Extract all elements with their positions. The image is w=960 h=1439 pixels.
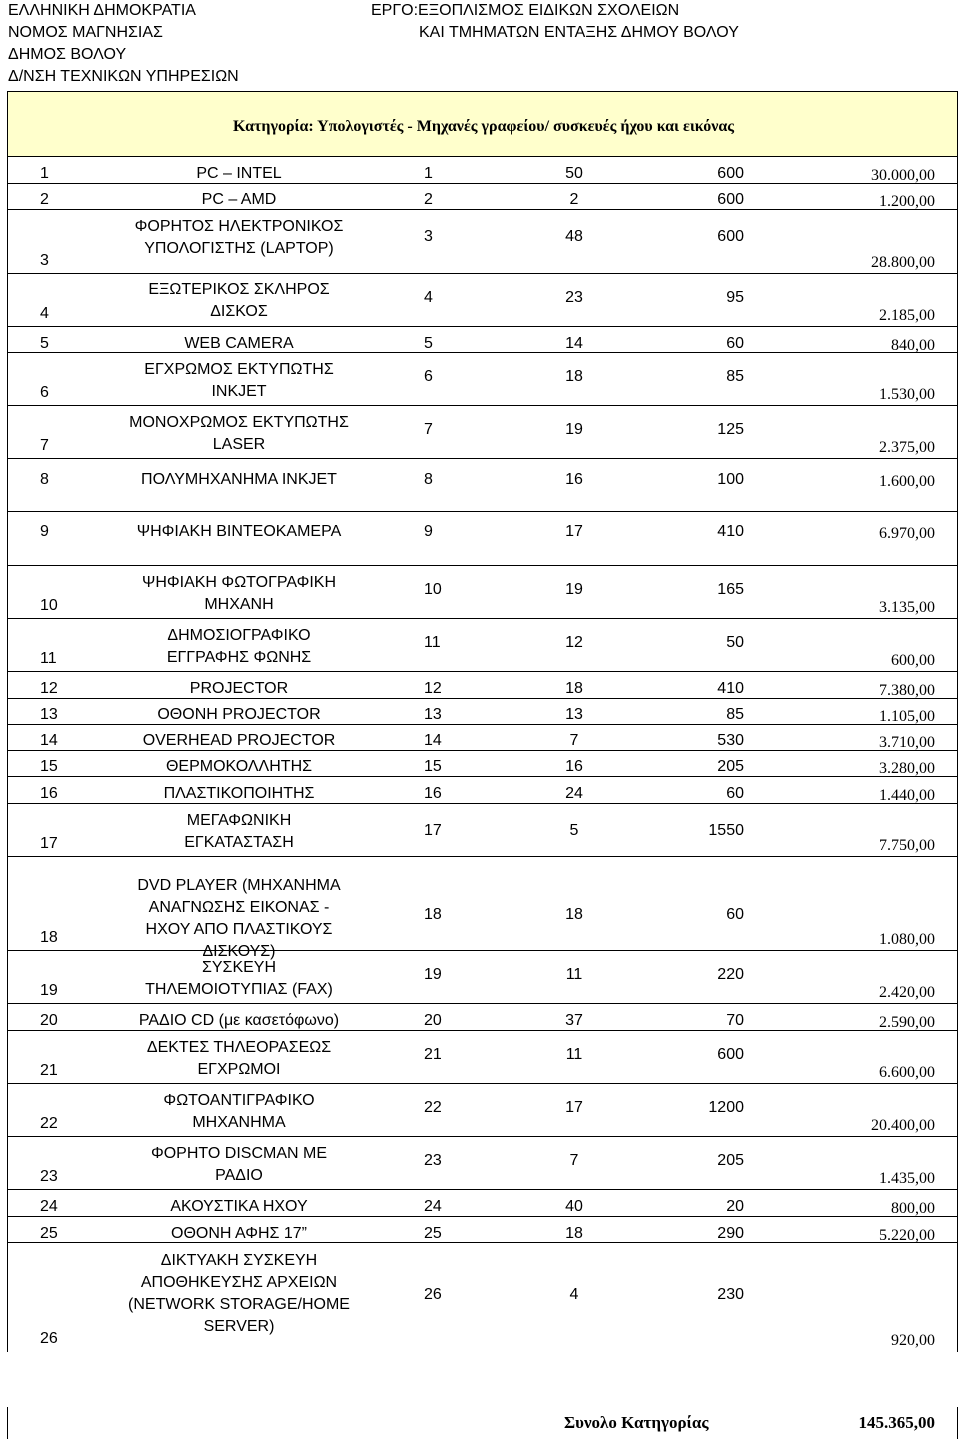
- table-row: [7, 1031, 958, 1084]
- item-count: 50: [565, 165, 583, 182]
- item-name: [96, 625, 382, 669]
- item-price: 600: [717, 1046, 744, 1063]
- table-row: [7, 353, 958, 406]
- item-qty: 14: [424, 732, 442, 749]
- item-count: 11: [565, 966, 583, 983]
- item-count: 24: [565, 785, 583, 802]
- item-number: 4: [40, 305, 49, 322]
- item-name-line: ΠΛΑΣΤΙΚΟΠΟΙΗΤΗΣ: [163, 785, 315, 802]
- item-name-line: ΑΝΑΓΝΩΣΗΣ ΕΙΚΟΝΑΣ -: [148, 899, 330, 916]
- item-count: 18: [565, 1225, 583, 1242]
- item-price: 100: [717, 471, 744, 488]
- item-number: 11: [40, 650, 57, 667]
- table-row: [7, 274, 958, 327]
- item-name: [96, 756, 382, 778]
- item-qty: 23: [424, 1152, 442, 1169]
- table-row: [7, 1243, 958, 1352]
- item-name-line: PROJECTOR: [189, 680, 289, 697]
- item-name: [96, 216, 382, 260]
- item-price: 1550: [708, 822, 744, 839]
- item-total: 1.105,00: [879, 708, 935, 725]
- item-name-line: ΠΟΛΥΜΗΧΑΝΗΜΑ INKJET: [141, 471, 337, 488]
- item-count: 5: [569, 822, 579, 839]
- project-title-line: ΕΡΓΟ:ΕΞΟΠΛΙΣΜΟΣ ΕΙΔΙΚΩΝ ΣΧΟΛΕΙΩΝ: [371, 2, 680, 19]
- item-number: 1: [40, 165, 49, 182]
- item-price: 165: [717, 581, 744, 598]
- header-left-line: ΕΛΛΗΝΙΚΗ ΔΗΜΟΚΡΑΤΙΑ: [8, 2, 196, 19]
- item-total: 920,00: [891, 1332, 935, 1349]
- item-number: 26: [40, 1330, 58, 1347]
- item-total: 7.750,00: [879, 837, 935, 854]
- item-price: 410: [717, 523, 744, 540]
- table-row: [7, 1084, 958, 1137]
- item-total: 20.400,00: [871, 1117, 935, 1134]
- item-count: 37: [565, 1012, 583, 1029]
- item-qty: 12: [424, 680, 442, 697]
- item-name-line: ΕΓΧΡΩΜΟΙ: [197, 1061, 281, 1078]
- table-row: [7, 619, 958, 672]
- item-name: [96, 730, 382, 752]
- table-row: [7, 566, 958, 619]
- table-row: [7, 672, 958, 699]
- category-title: Κατηγορία: Υπολογιστές - Μηχανές γραφείου/ συσκευές ήχου και εικόνας: [232, 118, 735, 135]
- item-name-line: ΤΗΛΕΜΟΙΟΤΥΠΙΑΣ (FAX): [145, 981, 333, 998]
- item-qty: 17: [424, 822, 442, 839]
- item-number: 10: [40, 597, 58, 614]
- item-qty: 6: [424, 368, 433, 385]
- item-count: 16: [565, 471, 583, 488]
- item-name: [96, 957, 382, 1001]
- item-name-line: (NETWORK STORAGE/HOME: [128, 1296, 350, 1313]
- item-name-line: ΕΓΚΑΤΑΣΤΑΣΗ: [184, 834, 294, 851]
- table-row: [7, 725, 958, 751]
- item-count: 18: [565, 906, 583, 923]
- item-qty: 21: [424, 1046, 442, 1063]
- item-count: 17: [565, 1099, 583, 1116]
- item-qty: 7: [424, 421, 433, 438]
- item-price: 230: [717, 1286, 744, 1303]
- item-total: 7.380,00: [879, 682, 935, 699]
- item-number: 5: [40, 335, 49, 352]
- item-name-line: ΥΠΟΛΟΓΙΣΤΗΣ (LAPTOP): [144, 240, 334, 257]
- item-name-line: ΕΞΩΤΕΡΙΚΟΣ ΣΚΛΗΡΟΣ: [148, 281, 330, 298]
- item-total: 28.800,00: [871, 254, 935, 271]
- item-count: 19: [565, 421, 583, 438]
- item-total: 1.435,00: [879, 1170, 935, 1187]
- item-price: 600: [717, 228, 744, 245]
- item-qty: 18: [424, 906, 442, 923]
- item-qty: 4: [424, 289, 433, 306]
- item-name: [96, 875, 382, 963]
- item-price: 70: [726, 1012, 744, 1029]
- item-qty: 26: [424, 1286, 442, 1303]
- item-name-line: PC – INTEL: [196, 165, 282, 182]
- item-name-line: ΦΟΡΗΤΟ DISCMAN ΜΕ: [150, 1145, 328, 1162]
- header-left-line: Δ/ΝΣΗ ΤΕΧΝΙΚΩΝ ΥΠΗΡΕΣΙΩΝ: [8, 68, 239, 85]
- item-qty: 16: [424, 785, 442, 802]
- item-price: 20: [726, 1198, 744, 1215]
- item-count: 2: [569, 191, 579, 208]
- item-total: 840,00: [891, 337, 935, 354]
- item-name-line: SERVER): [203, 1318, 275, 1335]
- item-name-line: DVD PLAYER (ΜΗΧΑΝΗΜΑ: [137, 877, 341, 894]
- item-number: 16: [40, 785, 58, 802]
- item-number: 7: [40, 437, 49, 454]
- item-name: [96, 279, 382, 323]
- item-count: 18: [565, 368, 583, 385]
- item-number: 22: [40, 1115, 58, 1132]
- item-number: 25: [40, 1225, 58, 1242]
- total-value: 145.365,00: [858, 1413, 935, 1432]
- item-number: 14: [40, 732, 58, 749]
- table-row: [7, 459, 958, 512]
- item-count: 16: [565, 758, 583, 775]
- item-qty: 1: [424, 165, 433, 182]
- item-name: [96, 1223, 382, 1245]
- item-qty: 25: [424, 1225, 442, 1242]
- item-number: 18: [40, 929, 58, 946]
- item-name: [96, 1196, 382, 1218]
- item-name: [96, 810, 382, 854]
- item-name-line: ΑΠΟΘΗΚΕΥΣΗΣ ΑΡΧΕΙΩΝ: [140, 1274, 338, 1291]
- item-number: 23: [40, 1168, 58, 1185]
- item-name: [96, 572, 382, 616]
- item-name-line: ΔΙΣΚΟΥΣ): [202, 943, 276, 960]
- item-name-line: ΡΑΔΙΟ CD (με κασετόφωνο): [138, 1012, 340, 1029]
- item-count: 7: [569, 732, 579, 749]
- item-total: 2.420,00: [879, 984, 935, 1001]
- item-name-line: ΜΗΧΑΝΗΜΑ: [192, 1114, 286, 1131]
- item-name-line: PC – AMD: [201, 191, 277, 208]
- category-header: [7, 91, 958, 157]
- item-name: [96, 333, 382, 355]
- item-price: 1200: [708, 1099, 744, 1116]
- item-price: 220: [717, 966, 744, 983]
- item-price: 410: [717, 680, 744, 697]
- table-row: [7, 184, 958, 210]
- item-name-line: INKJET: [211, 383, 267, 400]
- item-qty: 8: [424, 471, 433, 488]
- item-name-line: ΜΗΧΑΝΗ: [204, 596, 274, 613]
- table-row: [7, 512, 958, 566]
- item-name: [96, 1010, 382, 1032]
- item-number: 21: [40, 1062, 58, 1079]
- item-qty: 2: [424, 191, 433, 208]
- item-count: 23: [565, 289, 583, 306]
- total-label: Συνολο Κατηγορίας: [564, 1413, 709, 1432]
- table-row: [7, 751, 958, 777]
- item-name-line: ΜΟΝΟΧΡΩΜΟΣ ΕΚΤΥΠΩΤΗΣ: [129, 414, 349, 431]
- item-name-line: LASER: [212, 436, 266, 453]
- item-name: [96, 163, 382, 185]
- item-total: 1.440,00: [879, 787, 935, 804]
- item-total: 6.600,00: [879, 1064, 935, 1081]
- item-total: 3.280,00: [879, 760, 935, 777]
- item-price: 530: [717, 732, 744, 749]
- item-name: [96, 1143, 382, 1187]
- item-name-line: ΟΘΟΝΗ PROJECTOR: [157, 706, 321, 723]
- item-total: 3.135,00: [879, 599, 935, 616]
- item-name-line: ΕΓΓΡΑΦΗΣ ΦΩΝΗΣ: [166, 649, 312, 666]
- item-number: 15: [40, 758, 58, 775]
- item-name: [96, 521, 382, 543]
- item-name: [96, 1250, 382, 1338]
- table-row: [7, 210, 958, 274]
- item-name-line: ΗΧΟΥ ΑΠΟ ΠΛΑΣΤΙΚΟΥΣ: [145, 921, 333, 938]
- header-right: [371, 0, 739, 44]
- table-row: [7, 951, 958, 1004]
- item-name-line: OVERHEAD PROJECTOR: [142, 732, 336, 749]
- item-total: 2.590,00: [879, 1014, 935, 1031]
- item-name: [96, 359, 382, 403]
- item-price: 290: [717, 1225, 744, 1242]
- item-count: 13: [565, 706, 583, 723]
- item-name-line: ΔΗΜΟΣΙΟΓΡΑΦΙΚΟ: [167, 627, 311, 644]
- item-count: 14: [565, 335, 583, 352]
- item-price: 60: [726, 906, 744, 923]
- item-price: 600: [717, 191, 744, 208]
- item-count: 11: [565, 1046, 583, 1063]
- item-price: 60: [726, 335, 744, 352]
- item-name-line: ΡΑΔΙΟ: [215, 1167, 263, 1184]
- item-total: 600,00: [891, 652, 935, 669]
- category-total-row: [7, 1407, 958, 1439]
- item-price: 600: [717, 165, 744, 182]
- item-name: [96, 1090, 382, 1134]
- item-name-line: ΨΗΦΙΑΚΗ ΦΩΤΟΓΡΑΦΙΚΗ: [141, 574, 337, 591]
- item-price: 85: [726, 368, 744, 385]
- item-name-line: ΟΘΟΝΗ ΑΦΗΣ 17”: [171, 1225, 307, 1242]
- item-total: 3.710,00: [879, 734, 935, 751]
- item-total: 30.000,00: [871, 167, 935, 184]
- item-total: 5.220,00: [879, 1227, 935, 1244]
- item-count: 4: [569, 1286, 579, 1303]
- item-qty: 11: [424, 634, 441, 651]
- header-left: [8, 0, 239, 88]
- item-name-line: ΕΓΧΡΩΜΟΣ ΕΚΤΥΠΩΤΗΣ: [144, 361, 334, 378]
- item-qty: 3: [424, 228, 433, 245]
- item-qty: 24: [424, 1198, 442, 1215]
- item-name: [96, 189, 382, 211]
- item-count: 17: [565, 523, 583, 540]
- table-row: [7, 1004, 958, 1031]
- table-row: [7, 804, 958, 857]
- item-price: 60: [726, 785, 744, 802]
- item-qty: 15: [424, 758, 442, 775]
- table-row: [7, 1137, 958, 1190]
- item-name-line: ΣΥΣΚΕΥΗ: [201, 959, 277, 976]
- item-qty: 10: [424, 581, 442, 598]
- item-number: 17: [40, 835, 58, 852]
- item-number: 12: [40, 680, 58, 697]
- item-price: 85: [726, 706, 744, 723]
- table-row: [7, 406, 958, 459]
- item-qty: 5: [424, 335, 433, 352]
- item-qty: 13: [424, 706, 442, 723]
- item-count: 18: [565, 680, 583, 697]
- table-row: [7, 327, 958, 353]
- item-qty: 22: [424, 1099, 442, 1116]
- item-name: [96, 469, 382, 491]
- item-number: 8: [40, 471, 49, 488]
- item-name-line: ΘΕΡΜΟΚΟΛΛΗΤΗΣ: [165, 758, 313, 775]
- item-name: [96, 704, 382, 726]
- item-count: 48: [565, 228, 583, 245]
- item-total: 800,00: [891, 1200, 935, 1217]
- item-total: 1.600,00: [879, 473, 935, 490]
- item-total: 1.200,00: [879, 193, 935, 210]
- header-left-line: ΝΟΜΟΣ ΜΑΓΝΗΣΙΑΣ: [8, 24, 163, 41]
- item-number: 19: [40, 982, 58, 999]
- item-number: 24: [40, 1198, 58, 1215]
- table-row: [7, 157, 958, 184]
- item-price: 205: [717, 758, 744, 775]
- table-row: [7, 1217, 958, 1243]
- item-name: [96, 783, 382, 805]
- items-table: [7, 157, 958, 1352]
- header-left-line: ΔΗΜΟΣ ΒΟΛΟΥ: [8, 46, 127, 63]
- item-name: [96, 678, 382, 700]
- item-qty: 20: [424, 1012, 442, 1029]
- item-total: 2.185,00: [879, 307, 935, 324]
- item-total: 1.080,00: [879, 931, 935, 948]
- table-row: [7, 857, 958, 960]
- item-name: [96, 412, 382, 456]
- item-name-line: ΔΙΣΚΟΣ: [210, 303, 268, 320]
- item-name-line: ΔΕΚΤΕΣ ΤΗΛΕΟΡΑΣΕΩΣ: [146, 1039, 332, 1056]
- table-row: [7, 777, 958, 804]
- item-name-line: ΦΩΤΟΑΝΤΙΓΡΑΦΙΚΟ: [163, 1092, 315, 1109]
- item-count: 40: [565, 1198, 583, 1215]
- item-number: 3: [40, 252, 49, 269]
- table-row: [7, 1190, 958, 1217]
- item-price: 205: [717, 1152, 744, 1169]
- item-number: 13: [40, 706, 58, 723]
- item-number: 6: [40, 384, 49, 401]
- item-number: 9: [40, 523, 49, 540]
- item-name-line: ΔΙΚΤΥΑΚΗ ΣΥΣΚΕΥΗ: [160, 1252, 318, 1269]
- item-price: 95: [726, 289, 744, 306]
- item-name-line: ΜΕΓΑΦΩΝΙΚΗ: [186, 812, 292, 829]
- item-name-line: ΦΟΡΗΤΟΣ ΗΛΕΚΤΡΟΝΙΚΟΣ: [134, 218, 344, 235]
- table-row: [7, 699, 958, 725]
- item-name-line: ΑΚΟΥΣΤΙΚΑ ΗΧΟΥ: [170, 1198, 308, 1215]
- item-price: 50: [726, 634, 744, 651]
- item-qty: 9: [424, 523, 433, 540]
- item-total: 2.375,00: [879, 439, 935, 456]
- item-number: 2: [40, 191, 49, 208]
- item-price: 125: [717, 421, 744, 438]
- project-title-line: ΚΑΙ ΤΜΗΜΑΤΩΝ ΕΝΤΑΞΗΣ ΔΗΜΟΥ ΒΟΛΟΥ: [419, 24, 739, 41]
- item-count: 12: [565, 634, 583, 651]
- item-count: 7: [569, 1152, 579, 1169]
- item-count: 19: [565, 581, 583, 598]
- item-number: 20: [40, 1012, 58, 1029]
- item-name: [96, 1037, 382, 1081]
- item-total: 1.530,00: [879, 386, 935, 403]
- item-qty: 19: [424, 966, 442, 983]
- item-name-line: WEB CAMERA: [184, 335, 294, 352]
- item-total: 6.970,00: [879, 525, 935, 542]
- item-name-line: ΨΗΦΙΑΚΗ ΒΙΝΤΕΟΚΑΜΕΡΑ: [136, 523, 342, 540]
